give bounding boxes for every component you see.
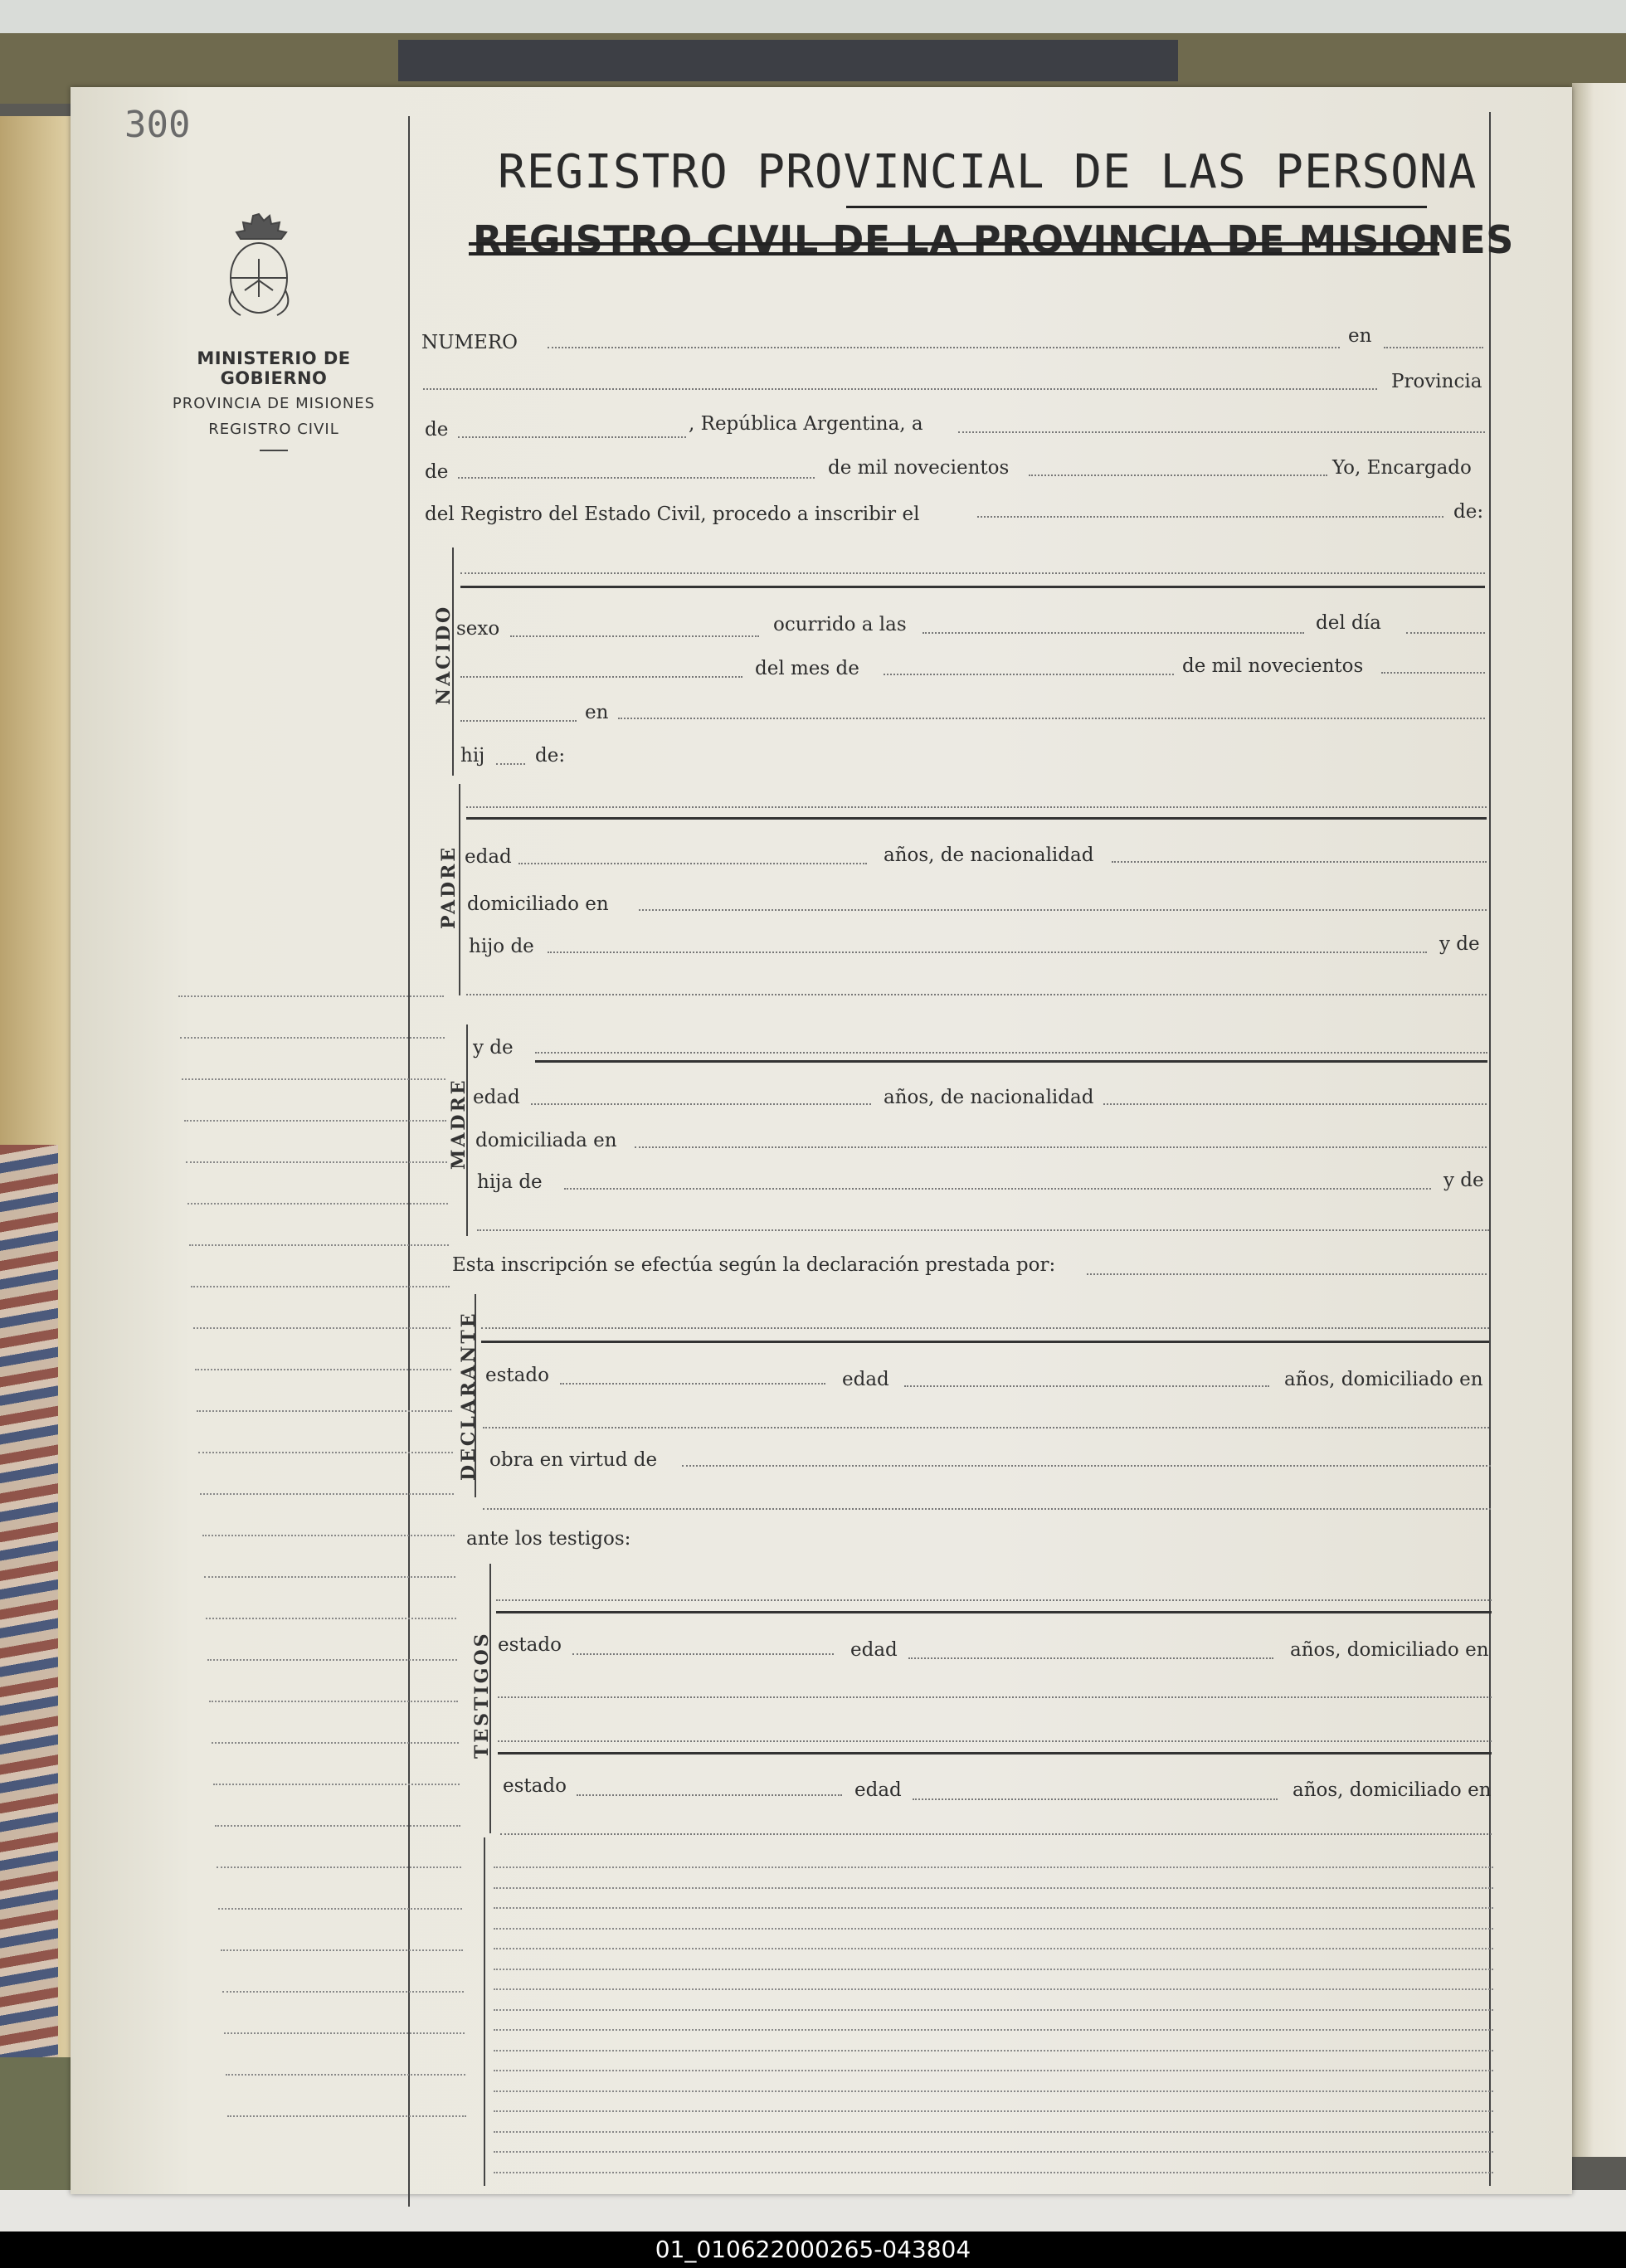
- section-rule: [466, 817, 1487, 820]
- note-line[interactable]: [494, 2110, 1493, 2112]
- marbled-endpaper: [0, 1145, 58, 2074]
- page-title: REGISTRO PROVINCIAL DE LAS PERSONA: [498, 145, 1478, 199]
- section-rule: [460, 586, 1485, 588]
- field-dia-cont[interactable]: [460, 676, 742, 678]
- label-padre-anos: años, de nacionalidad: [884, 844, 1094, 866]
- margin-note-line[interactable]: [209, 1701, 458, 1702]
- field-anio-cont[interactable]: [460, 720, 577, 722]
- margin-note-line[interactable]: [189, 1244, 449, 1246]
- margin-note-line[interactable]: [187, 1203, 448, 1205]
- field-padre-nacionalidad[interactable]: [1112, 861, 1487, 863]
- book-spine-band: [398, 40, 1178, 81]
- field-decl-obra[interactable]: [682, 1465, 1491, 1467]
- field-nombre-nacido[interactable]: [460, 572, 1485, 574]
- section-label-madre: MADRE: [448, 1078, 470, 1170]
- section-label-declarante: DECLARANTE: [458, 1311, 480, 1481]
- struck-title: REGISTRO CIVIL DE LA PROVINCIA DE MISIONES: [473, 217, 1514, 262]
- margin-note-line[interactable]: [200, 1493, 454, 1495]
- note-line[interactable]: [494, 2131, 1493, 2133]
- note-line[interactable]: [494, 1866, 1493, 1868]
- note-line[interactable]: [494, 1907, 1493, 1909]
- field-decl-obra-cont[interactable]: [483, 1508, 1491, 1510]
- field-decl-edad[interactable]: [904, 1385, 1269, 1387]
- field-en[interactable]: [1384, 347, 1483, 348]
- section-rule: [481, 1341, 1489, 1343]
- label-del-registro: del Registro del Estado Civil, procedo a inscribir el: [425, 504, 920, 525]
- field-madre-yde[interactable]: [477, 1229, 1489, 1231]
- field-padre-edad[interactable]: [518, 863, 867, 864]
- label-provincia: Provincia: [1391, 371, 1482, 392]
- label-madre-edad: edad: [473, 1087, 520, 1108]
- field-t2-estado[interactable]: [577, 1794, 842, 1796]
- label-de-colon: de:: [1453, 501, 1484, 523]
- label-t1-anos: años, domiciliado en: [1290, 1639, 1489, 1661]
- label-ante: ante los testigos:: [466, 1528, 631, 1550]
- ministry-name: MINISTERIO DE GOBIERNO: [197, 348, 351, 388]
- note-line[interactable]: [494, 1948, 1493, 1949]
- field-decl-domicilio[interactable]: [483, 1427, 1489, 1428]
- field-testigo-2[interactable]: [498, 1740, 1492, 1742]
- field-anio[interactable]: [1029, 475, 1327, 476]
- field-padre-domicilio[interactable]: [639, 909, 1487, 911]
- margin-note-line[interactable]: [202, 1535, 455, 1536]
- field-sexo[interactable]: [510, 635, 759, 637]
- margin-note-line[interactable]: [178, 995, 444, 997]
- field-declarante-nombre[interactable]: [1087, 1273, 1487, 1275]
- field-lugar[interactable]: [423, 388, 1377, 390]
- note-line[interactable]: [494, 1969, 1493, 1970]
- label-madre-yde: y de: [1443, 1170, 1484, 1191]
- section-label-testigos: TESTIGOS: [471, 1631, 493, 1759]
- label-decl-edad: edad: [842, 1369, 889, 1390]
- label-del-dia: del día: [1316, 612, 1381, 634]
- label-numero: NUMERO: [421, 332, 518, 353]
- label-ocurrido: ocurrido a las: [773, 614, 907, 635]
- label-t1-estado: estado: [498, 1634, 562, 1656]
- note-line[interactable]: [494, 2090, 1493, 2092]
- margin-note-line[interactable]: [197, 1410, 452, 1412]
- label-madre-yde-0: y de: [473, 1037, 514, 1059]
- margin-note-line[interactable]: [227, 2115, 466, 2117]
- field-provincia[interactable]: [458, 436, 686, 438]
- margin-note-line[interactable]: [226, 2074, 465, 2076]
- field-t1-estado[interactable]: [572, 1653, 834, 1655]
- facing-page-edge: [1572, 83, 1626, 2157]
- label-de: de: [425, 461, 449, 483]
- field-numero[interactable]: [548, 347, 1340, 348]
- field-madre-hija[interactable]: [564, 1188, 1431, 1190]
- label-del-mes: del mes de: [755, 658, 859, 679]
- label-madre-dom: domiciliada en: [475, 1130, 617, 1151]
- margin-note-line[interactable]: [182, 1078, 445, 1080]
- field-anio-nac[interactable]: [1381, 672, 1485, 674]
- margin-note-line[interactable]: [212, 1742, 459, 1744]
- label-decl-obra: obra en virtud de: [489, 1449, 658, 1471]
- notes-rule: [484, 1837, 485, 2186]
- strike-line: [469, 242, 1439, 246]
- label-t1-edad: edad: [850, 1639, 898, 1661]
- label-t2-edad: edad: [854, 1779, 902, 1801]
- note-line[interactable]: [494, 1887, 1493, 1889]
- note-line[interactable]: [494, 2029, 1493, 2031]
- field-hora[interactable]: [923, 632, 1304, 634]
- ministry-divider: [260, 450, 288, 451]
- field-madre-edad[interactable]: [531, 1103, 871, 1105]
- field-nombre-madre[interactable]: [535, 1052, 1487, 1054]
- margin-note-line[interactable]: [221, 1949, 463, 1951]
- label-de-mil-2: de mil novecientos: [1182, 655, 1364, 677]
- label-en: en: [1348, 325, 1372, 347]
- label-sexo: sexo: [456, 618, 500, 640]
- field-hij[interactable]: [496, 763, 525, 765]
- label-t2-anos: años, domiciliado en: [1293, 1779, 1492, 1801]
- field-t2-domicilio[interactable]: [500, 1833, 1492, 1835]
- field-decl-estado[interactable]: [560, 1383, 825, 1385]
- note-line[interactable]: [494, 2172, 1493, 2173]
- label-decl-anos: años, domiciliado en: [1284, 1369, 1483, 1390]
- strike-line: [846, 206, 1427, 208]
- label-padre-edad: edad: [465, 846, 512, 868]
- field-padre-hijo[interactable]: [548, 951, 1427, 953]
- label-t2-estado: estado: [503, 1775, 567, 1797]
- registry-name: REGISTRO CIVIL: [208, 421, 339, 438]
- field-t2-edad[interactable]: [913, 1798, 1278, 1800]
- section-label-nacido: NACIDO: [433, 604, 455, 705]
- margin-note-line[interactable]: [198, 1452, 453, 1453]
- province-name: PROVINCIA DE MISIONES: [172, 395, 376, 412]
- field-t1-domicilio[interactable]: [498, 1696, 1492, 1698]
- margin-note-line[interactable]: [180, 1037, 445, 1039]
- section-rule: [535, 1060, 1487, 1063]
- note-line[interactable]: [494, 2070, 1493, 2071]
- label-de: de: [425, 419, 449, 440]
- label-inscripcion: Esta inscripción se efectúa según la declaración prestada por:: [452, 1254, 1056, 1276]
- note-line[interactable]: [494, 1988, 1493, 1990]
- field-nombre-padre[interactable]: [466, 806, 1487, 808]
- margin-note-line[interactable]: [204, 1576, 455, 1578]
- margin-note-line[interactable]: [215, 1825, 460, 1827]
- ministry-header: [149, 348, 398, 451]
- coat-of-arms-icon: [220, 207, 299, 324]
- label-hij: hij: [460, 745, 485, 767]
- margin-note-line[interactable]: [184, 1120, 446, 1122]
- margin-note-line[interactable]: [207, 1659, 457, 1661]
- label-padre-hijo: hijo de: [469, 936, 534, 957]
- field-t1-edad[interactable]: [908, 1657, 1273, 1659]
- margin-note-line[interactable]: [206, 1618, 456, 1619]
- note-line[interactable]: [494, 1928, 1493, 1930]
- margin-note-line[interactable]: [213, 1784, 460, 1785]
- field-padre-yde[interactable]: [466, 994, 1487, 995]
- margin-note-line[interactable]: [186, 1161, 447, 1163]
- page-number: 300: [124, 104, 191, 146]
- field-madre-nacionalidad[interactable]: [1103, 1103, 1487, 1105]
- section-rule: [496, 1611, 1492, 1613]
- note-line[interactable]: [494, 2151, 1493, 2153]
- margin-note-line[interactable]: [224, 2032, 465, 2034]
- margin-note-line[interactable]: [222, 1991, 464, 1993]
- margin-note-line[interactable]: [193, 1327, 450, 1329]
- margin-note-line[interactable]: [217, 1866, 461, 1868]
- image-caption: 01_010622000265-043804: [0, 2231, 1626, 2268]
- margin-note-line[interactable]: [218, 1908, 462, 1910]
- field-fecha-mes[interactable]: [458, 477, 815, 479]
- label-madre-anos: años, de nacionalidad: [884, 1087, 1094, 1108]
- field-madre-domicilio[interactable]: [635, 1146, 1487, 1148]
- right-rule: [1489, 112, 1491, 2186]
- label-de-mil: de mil novecientos: [828, 457, 1010, 479]
- field-inscribir[interactable]: [977, 516, 1443, 518]
- label-yo-encargado: Yo, Encargado: [1332, 457, 1472, 479]
- label-republica: , República Argentina, a: [689, 413, 923, 435]
- field-declarante[interactable]: [481, 1327, 1489, 1329]
- label-de-2: de:: [535, 745, 566, 767]
- section-rule: [498, 1752, 1492, 1755]
- label-en-2: en: [585, 702, 609, 723]
- strike-line: [469, 252, 1439, 256]
- field-testigo-1[interactable]: [496, 1599, 1492, 1601]
- field-mes[interactable]: [884, 674, 1174, 675]
- margin-note-line[interactable]: [195, 1369, 451, 1370]
- label-padre-dom: domiciliado en: [467, 893, 609, 915]
- note-line[interactable]: [494, 2050, 1493, 2051]
- section-label-padre: PADRE: [438, 844, 460, 929]
- field-fecha-dia[interactable]: [958, 431, 1485, 433]
- label-decl-estado: estado: [485, 1365, 549, 1386]
- note-line[interactable]: [494, 2009, 1493, 2011]
- label-padre-yde: y de: [1439, 933, 1480, 955]
- field-dia[interactable]: [1406, 632, 1485, 634]
- label-madre-hija: hija de: [477, 1171, 543, 1193]
- field-lugar-nac[interactable]: [618, 718, 1485, 719]
- margin-note-line[interactable]: [191, 1286, 450, 1287]
